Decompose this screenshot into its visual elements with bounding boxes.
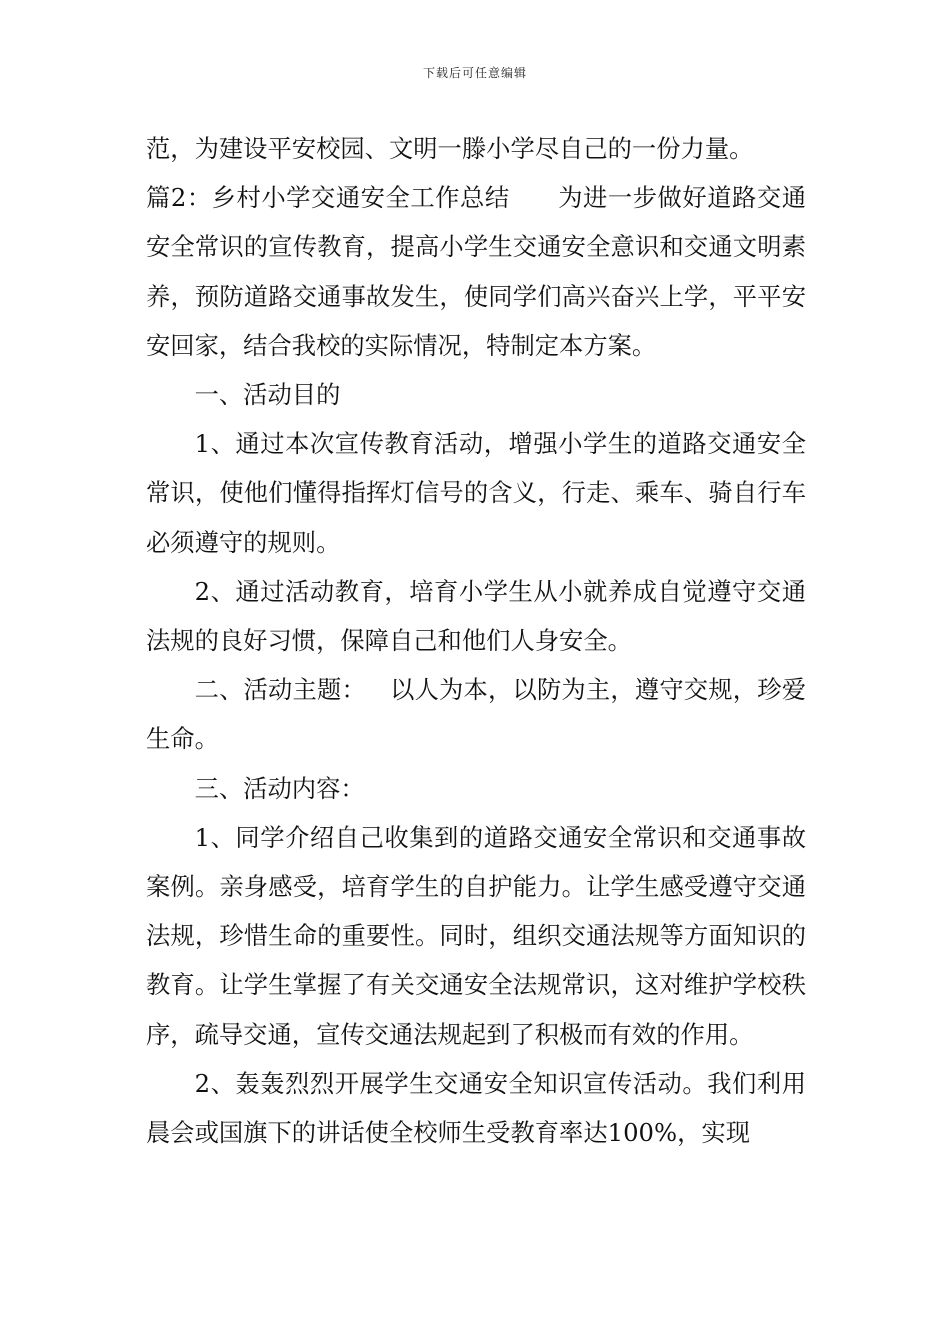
activity-theme-paragraph <box>146 665 806 763</box>
intro-text: 为进一步做好道路交通安全常识的宣传教育，提高小学生交通安全意识和交通文明素养，预防道路交通事故发生，使同学们高兴奋兴上学，平平安安回家，结合我校的实际情况，特制定本方案。 <box>146 183 807 360</box>
goal-item-1: 1、通过本次宣传教育活动，增强小学生的道路交通安全常识，使他们懂得指挥灯信号的含义，行走、乘车、骑自行车必须遵守的规则。 <box>146 429 806 557</box>
heading-activity-content: 三、活动内容： <box>194 773 365 803</box>
theme-label: 二、活动主题： <box>194 675 366 705</box>
heading-activity-goal: 一、活动目的 <box>194 380 341 410</box>
theme-text: 以人为本，以防为主，遵守交规，珍爱生命。 <box>146 675 806 754</box>
content-item-1: 1、同学介绍自己收集到的道路交通安全常识和交通事故案例。亲身感受，培育学生的自护能力。让学生感受遵守交通法规，珍惜生命的重要性。同时，组织交通法规等方面知识的教育。让学生掌握了有关交通安全法规常识，这对维护学校秩序，疏导交通，宣传交通法规起到了积极而有效的作用。 <box>146 822 806 1049</box>
article-title: 篇2：乡村小学交通安全工作总结 <box>146 183 510 213</box>
content-item-2: 2、轰轰烈烈开展学生交通安全知识宣传活动。我们利用晨会或国旗下的讲话使全校师生受教育率达100%，实现 <box>146 1068 806 1148</box>
goal-item-2: 2、通过活动教育，培育小学生从小就养成自觉遵守交通法规的良好习惯，保障自己和他们人身安全。 <box>146 576 806 656</box>
document-body <box>146 124 806 1157</box>
page-header-note: 下载后可任意编辑 <box>422 66 527 80</box>
section-intro-paragraph <box>146 173 806 370</box>
paragraph-continuation: 范，为建设平安校园、文明一滕小学尽自己的一份力量。 <box>146 134 754 163</box>
